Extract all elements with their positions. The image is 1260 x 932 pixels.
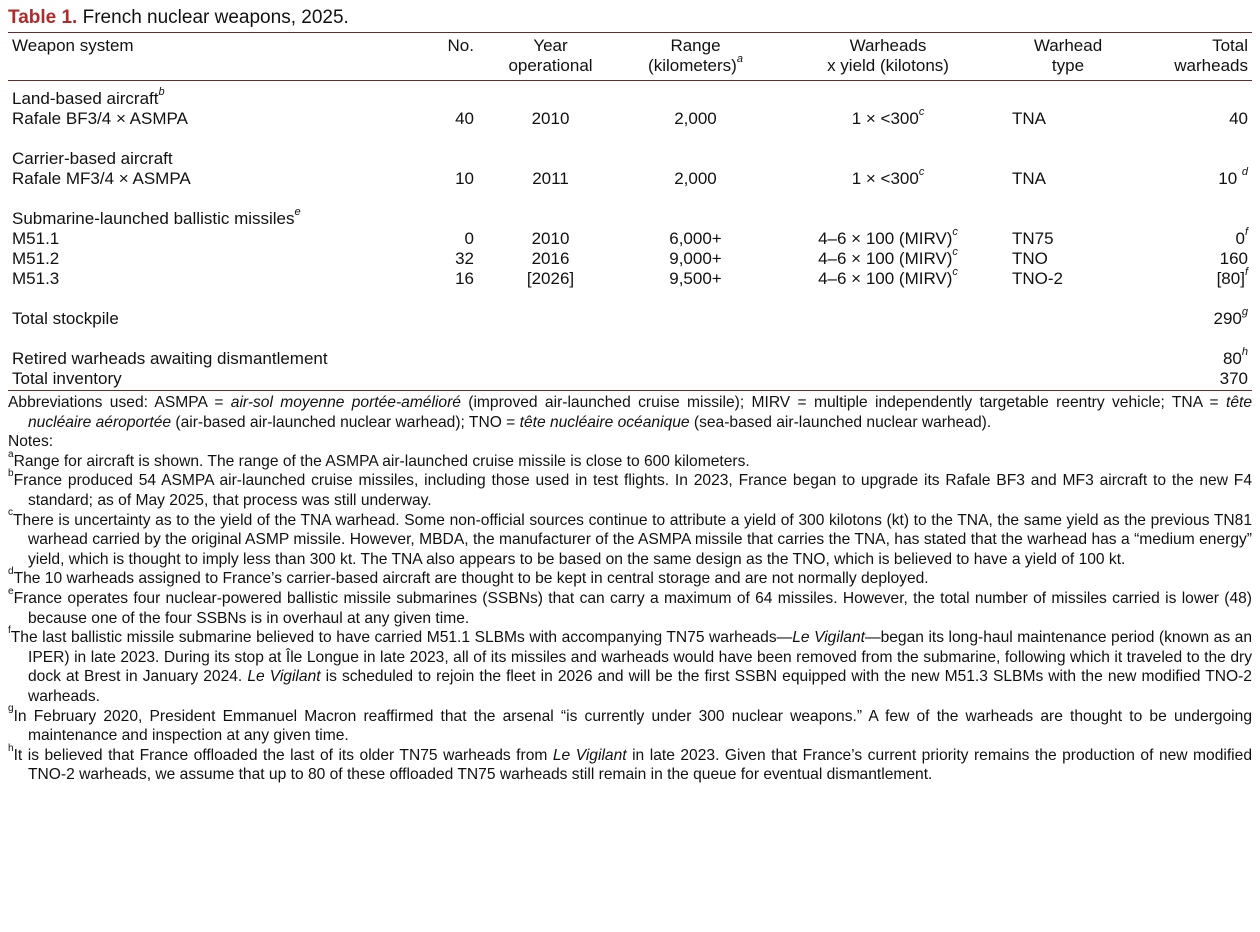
cell-yield: 4–6 × 100 (MIRV)$^c$ (818, 226, 958, 248)
document-page (8, 0, 1252, 785)
cell-type: TNO (1012, 249, 1048, 268)
notes-label: Notes: (8, 433, 54, 451)
cell-range: 9,500+ (669, 269, 722, 288)
note-e: $^e$France operates four nuclear-powered ballistic missile submarines (SSBNs) that can carry a maximum of 64 missiles. However, the total number of missiles carried is lower (48) because one of the four SSBNs is in overhaul at any given time. (8, 585, 1252, 627)
table-label: Table 1. (8, 7, 78, 28)
cell-type: TNA (1012, 109, 1046, 128)
table-body (8, 81, 1252, 391)
total-stockpile-value: 290$^g$ (1213, 306, 1248, 328)
table-row (8, 269, 1252, 289)
header-warhead-type: Warhead type (1033, 36, 1103, 75)
cell-number: 32 (455, 249, 474, 268)
note-b: $^b$France produced 54 ASMPA air-launched cruise missiles, including those used in test flights. In 2023, France began to upgrade its Rafale BF3 and MF3 aircraft to the new F4 standard; as of May 2025, that process was still underway. (8, 468, 1252, 509)
cell-type: TNA (1012, 169, 1046, 188)
cell-year: [2026] (526, 269, 575, 288)
note-d: $^d$The 10 warheads assigned to France’s carrier-based aircraft are thought to be kept in central storage and are not normally deployed. (8, 566, 929, 588)
note-a: $^a$Range for aircraft is shown. The range of the ASMPA air-launched cruise missile is close to 600 kilometers. (8, 448, 750, 470)
note-g: $^g$In February 2020, President Emmanuel Macron reaffirmed that the arsenal “is currently under 300 nuclear weapons.” A few of the warheads are thought to be undergoing maintenance and inspection at any given time. (8, 703, 1252, 745)
table-row (8, 169, 1252, 189)
cell-year: 2011 (532, 169, 569, 188)
total-inventory-row (8, 369, 1252, 391)
group-heading (8, 89, 1252, 109)
group-carrier-based: Carrier-based aircraft (12, 149, 173, 168)
total-stockpile-label: Total stockpile (12, 309, 119, 328)
cell-total: 0$^f$ (1235, 226, 1248, 248)
cell-yield: 4–6 × 100 (MIRV)$^c$ (818, 266, 958, 288)
cell-year: 2010 (531, 109, 570, 128)
abbreviations-note: Abbreviations used: ASMPA = air-sol moyenne portée-amélioré (improved air-launched cruise missile); MIRV = multiple independently targetable reentry vehicle; TNA = tête nucléaire aéroportée (air-based air-launched nuclear warhead); TNO = tête nucléaire océanique (sea-based air-launched nuclear warhead). (8, 394, 1253, 431)
total-inventory-value: 370 (1219, 369, 1248, 388)
cell-yield: $1 \times <300^c$ (851, 106, 925, 128)
header-year: Year operational (508, 36, 593, 75)
retired-warheads-value: 80$^h$ (1222, 346, 1248, 368)
note-c: $^c$There is uncertainty as to the yield of the TNA warhead. Some non-official sources continue to attribute a yield of 300 kilotons (kt) to the TNA, the same yield as the previous TN81 warhead carried by the original ASMP missile. However, MBDA, the manufacturer of the ASMPA missile that carries the TNA, has stated that the warhead has a “medium energy” yield, which is thought to imply less than 300 kt. The TNA also appears to be based on the same design as the TNO, which is believed to have a yield of 100 kt. (8, 507, 1252, 568)
cell-range: 9,000+ (669, 249, 722, 268)
group-slbm: Submarine-launched ballistic missiles$^e$ (12, 206, 301, 228)
cell-number: 16 (455, 269, 474, 288)
cell-number: 0 (464, 229, 474, 248)
table-notes (8, 393, 1252, 785)
group-heading (8, 149, 1252, 169)
cell-number: 10 (455, 169, 474, 188)
cell-number: 40 (455, 109, 474, 128)
cell-type: TNO-2 (1012, 269, 1063, 288)
table-title: French nuclear weapons, 2025. (82, 7, 349, 28)
cell-year: 2016 (531, 249, 570, 268)
cell-year: 2010 (531, 229, 570, 248)
table-row (8, 249, 1252, 269)
table-row (8, 229, 1252, 249)
cell-system: M51.3 (12, 269, 60, 288)
group-heading (8, 209, 1252, 229)
cell-range: 6,000+ (669, 229, 722, 248)
total-inventory-label: Total inventory (12, 369, 122, 388)
cell-total: $[80]^f$ (1216, 266, 1248, 288)
cell-yield: 4–6 × 100 (MIRV)$^c$ (818, 246, 958, 268)
cell-range: 2,000 (674, 109, 717, 128)
cell-total: 40 (1229, 109, 1248, 128)
cell-type: TN75 (1012, 229, 1054, 248)
group-land-based: Land-based aircraft$^b$ (12, 86, 165, 108)
retired-warheads-label: Retired warheads awaiting dismantlement (12, 349, 328, 368)
cell-system: Rafale MF3/4 × ASMPA (12, 169, 191, 188)
cell-yield: $1 \times <300^c$ (851, 166, 925, 188)
table-row (8, 109, 1252, 129)
cell-total: 160 (1219, 249, 1248, 268)
header-weapon-system: Weapon system (12, 36, 134, 55)
table-header (8, 33, 1252, 81)
cell-range: 2,000 (674, 169, 717, 188)
note-h: $^h$It is believed that France offloaded the last of its older TN75 warheads from Le Vigilant in late 2023. Given that France’s current priority remains the production of new modified TNO-2 warheads, we assume that up to 80 of these offloaded TN75 warheads still remain in the queue for eventual dismantlement. (8, 742, 1252, 784)
cell-total: 10 $^d$ (1218, 166, 1248, 188)
header-total-warheads: Total warheads (1174, 36, 1248, 75)
cell-system: Rafale BF3/4 × ASMPA (12, 109, 188, 128)
total-stockpile-row (8, 309, 1252, 329)
note-f: $^f$The last ballistic missile submarine believed to have carried M51.1 SLBMs with accompanying TN75 warheads—Le Vigilant—began its long-haul maintenance period (known as an IPER) in late 2023. During its stop at Île Longue in late 2023, all of its missiles and warheads would have been removed from the submarine, following which it traveled to the dry dock at Brest in January 2024. Le Vigilant is scheduled to rejoin the fleet in 2026 and will be the first SSBN equipped with the new M51.3 SLBMs with the new modified TNO-2 warheads. (8, 624, 1253, 705)
table-caption (8, 5, 1252, 32)
cell-system: M51.1 (12, 229, 60, 248)
cell-system: M51.2 (12, 249, 60, 268)
header-number: No. (447, 36, 474, 55)
header-warheads-yield: Warheads x yield (kilotons) (827, 36, 949, 75)
header-range: Range (kilometers)$^a$ (648, 36, 743, 75)
weapons-table (8, 33, 1252, 391)
retired-warheads-row (8, 349, 1252, 369)
